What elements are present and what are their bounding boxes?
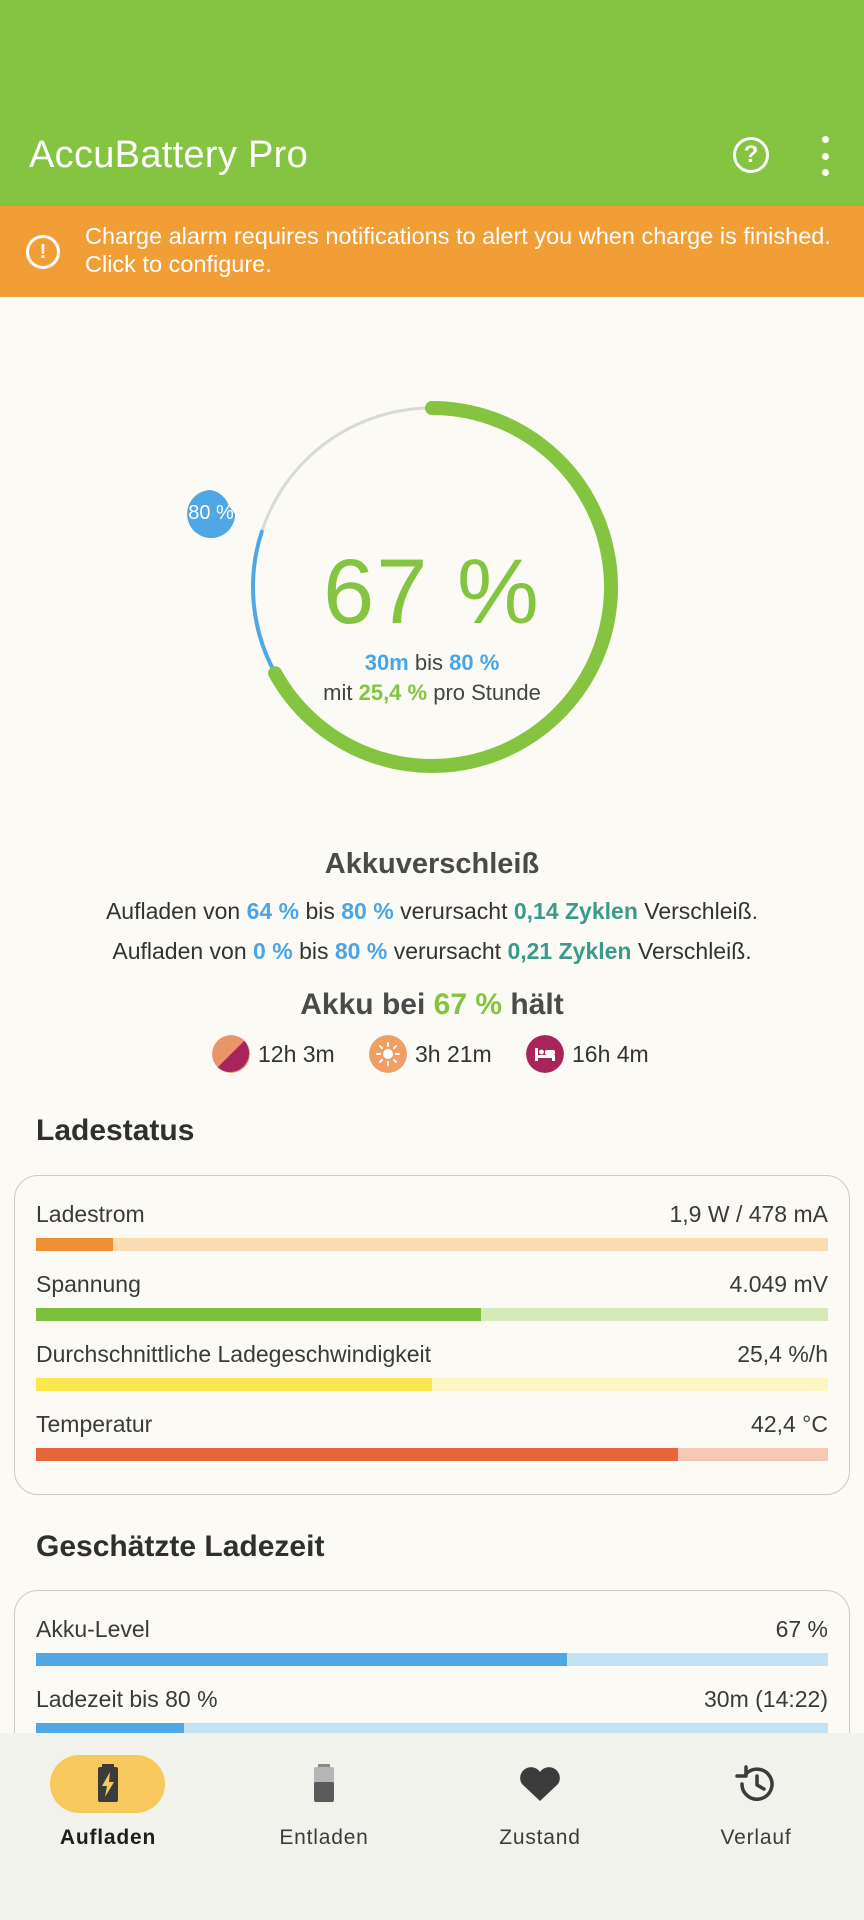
history-icon (726, 1764, 786, 1804)
wear-title: Akkuverschleiß (324, 848, 540, 880)
metric-bar-fill (36, 1308, 481, 1321)
metric-value: 4.049 mV (729, 1271, 828, 1297)
metric-bar (36, 1308, 828, 1321)
time-to-target: 30m bis 80 % (364, 650, 500, 675)
help-icon[interactable]: ? (733, 137, 769, 173)
metric-label: Ladestrom (36, 1201, 145, 1227)
usage-estimates (0, 1034, 864, 1074)
metric-bar-fill (36, 1378, 432, 1391)
metric-bar-fill (36, 1653, 567, 1666)
battery-charging-icon (78, 1764, 138, 1804)
nav-item-aufladen[interactable] (0, 1755, 216, 1865)
metric-value: 25,4 %/h (737, 1341, 828, 1367)
target-marker-label: 80 % (188, 502, 234, 524)
nav-label-aufladen: Aufladen (59, 1826, 157, 1849)
charge-status-title: Ladestatus (36, 1114, 195, 1147)
bed-icon (526, 1035, 564, 1073)
heart-icon (510, 1764, 570, 1804)
metric-label: Akku-Level (36, 1616, 150, 1642)
metric-bar (36, 1448, 828, 1461)
nav-item-entladen[interactable] (216, 1755, 432, 1865)
screen-on-usage (369, 1034, 492, 1074)
metric-label: Spannung (36, 1271, 141, 1297)
nav-item-verlauf[interactable] (648, 1755, 864, 1865)
wear-line-2: Aufladen von 0 % bis 80 % verursacht 0,21 Zyklen Verschleiß. (112, 938, 752, 964)
metric-bar (36, 1238, 828, 1251)
mixed-usage-icon (212, 1035, 250, 1073)
mixed-usage (212, 1034, 335, 1074)
sun-icon (369, 1035, 407, 1073)
nav-label-verlauf: Verlauf (720, 1826, 792, 1849)
estimate-title: Geschätzte Ladezeit (36, 1530, 325, 1563)
sleep-time: 16h 4m (572, 1040, 649, 1067)
battery-lasts-title: Akku bei 67 % hält (300, 988, 564, 1021)
nav-label-zustand: Zustand (499, 1826, 581, 1849)
charge-rate: mit 25,4 % pro Stunde (323, 680, 541, 705)
metric-bar-fill (36, 1448, 678, 1461)
metric-bar (36, 1378, 828, 1391)
metric-bar-fill (36, 1238, 113, 1251)
metric-label: Ladezeit bis 80 % (36, 1686, 218, 1712)
metric-value: 67 % (775, 1616, 828, 1642)
battery-level-percent: 67 % (323, 541, 541, 643)
metric-label: Temperatur (36, 1411, 153, 1437)
metric-value: 30m (14:22) (703, 1686, 828, 1712)
metric-bar (36, 1653, 828, 1666)
metric-label: Durchschnittliche Ladegeschwindigkeit (36, 1341, 432, 1367)
charge-alarm-text[interactable]: Charge alarm requires notifications to alert you when charge is finished. Click to configure. (85, 223, 831, 277)
mixed-usage-time: 12h 3m (258, 1040, 335, 1067)
metric-value: 42,4 °C (751, 1411, 828, 1437)
wear-line-1: Aufladen von 64 % bis 80 % verursacht 0,14 Zyklen Verschleiß. (105, 898, 759, 924)
app-title: AccuBattery Pro (29, 134, 309, 176)
screen-on-time: 3h 21m (415, 1040, 492, 1067)
more-options-icon[interactable] (810, 136, 840, 176)
alert-icon: ! (26, 235, 60, 269)
battery-icon (294, 1764, 354, 1804)
sleep-usage (526, 1034, 649, 1074)
nav-label-entladen: Entladen (279, 1826, 369, 1849)
nav-item-zustand[interactable] (432, 1755, 648, 1865)
metric-value: 1,9 W / 478 mA (669, 1201, 828, 1227)
